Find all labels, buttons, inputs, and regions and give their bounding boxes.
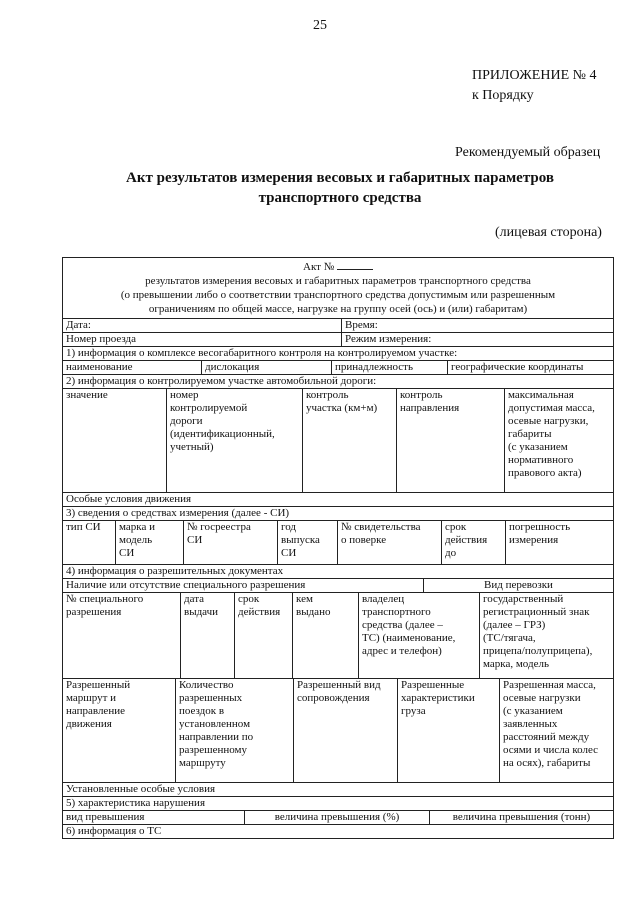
title-line-1: Акт результатов измерения весовых и габаритных параметров xyxy=(126,170,554,186)
section-2-row xyxy=(63,374,613,388)
annex-title: ПРИЛОЖЕНИЕ № 4 xyxy=(472,68,597,83)
s4b-route-col: Разрешенный маршрут и направление движения xyxy=(66,679,131,730)
s5-excess-percent-col: величина превышения (%) xyxy=(244,811,429,824)
act-number-field[interactable] xyxy=(337,260,373,270)
date-time-row xyxy=(63,318,613,332)
transport-type-field[interactable]: Вид перевозки xyxy=(423,579,613,592)
section-1-cols xyxy=(63,360,613,374)
section-4-cols xyxy=(63,592,613,678)
act-number-label: Акт № xyxy=(69,260,607,274)
s4-issue-date-col: дата выдачи xyxy=(180,593,234,678)
s2-direction-control-col: контроль направления xyxy=(396,389,504,492)
date-field[interactable]: Дата: xyxy=(66,319,91,331)
s4b-escort-col: Разрешенный вид сопровождения xyxy=(293,679,397,782)
s3-year-col: год выпуска СИ xyxy=(277,521,337,564)
s4-vehicle-owner-col: владелец транспортного средства (далее – ТС) (наименование, адрес и телефон) xyxy=(358,593,479,678)
section-5-row xyxy=(63,796,613,810)
s3-validity-col: срок действия до xyxy=(441,521,505,564)
s3-certificate-col: № свидетельства о поверке xyxy=(337,521,441,564)
annex-label xyxy=(472,66,597,106)
sample-label: Рекомендуемый образец xyxy=(455,145,601,160)
s1-location-col: дислокация xyxy=(201,361,331,374)
special-conditions-label: Установленные особые условия xyxy=(66,783,216,795)
s4-permit-number-col: № специального разрешения xyxy=(66,593,144,618)
annex-subtitle: к Порядку xyxy=(472,88,534,103)
special-traffic-row xyxy=(63,492,613,506)
header-line-3: ограничениям по общей массе, нагрузке на группу осей (ось) и (или) габаритам) xyxy=(148,303,528,315)
s4-issued-by-col: кем выдано xyxy=(292,593,358,678)
pass-mode-row xyxy=(63,332,613,346)
s3-error-col: погрешность измерения xyxy=(505,521,613,564)
section-2-heading: 2) информация о контролируемом участке автомобильной дороги: xyxy=(66,375,377,387)
pass-number-field[interactable]: Номер проезда xyxy=(66,333,136,345)
permit-presence-field[interactable]: Наличие или отсутствие специального разрешения xyxy=(66,579,306,591)
s2-road-number-col: номер контролируемой дороги (идентификационный, учетный) xyxy=(166,389,302,492)
s4-registration-plate-col: государственный регистрационный знак (далее – ГРЗ) (ТС/тягача, прицепа/полуприцепа), марка, модель xyxy=(479,593,613,678)
form-header-row xyxy=(63,258,613,318)
s2-max-mass-col: максимальная допустимая масса, осевые нагрузки, габариты (с указанием нормативного правового акта) xyxy=(504,389,613,492)
s4b-cargo-col: Разрешенные характеристики груза xyxy=(397,679,499,782)
s4b-permitted-mass-col: Разрешенная масса, осевые нагрузки (с указанием заявленных расстояний между осями и числа колес на осях), габариты xyxy=(499,679,613,782)
section-4-heading: 4) информация о разрешительных документах xyxy=(66,565,284,577)
s5-excess-type-col: вид превышения xyxy=(66,811,145,823)
section-4b-cols xyxy=(63,678,613,782)
s5-excess-tons-col: величина превышения (тонн) xyxy=(429,811,613,824)
time-field[interactable]: Время: xyxy=(341,319,613,332)
special-conditions-row xyxy=(63,782,613,796)
section-3-cols xyxy=(63,520,613,564)
section-5-heading: 5) характеристика нарушения xyxy=(66,797,206,809)
act-form xyxy=(62,257,614,839)
s3-registry-col: № госреестра СИ xyxy=(183,521,277,564)
document-title xyxy=(60,168,620,208)
measurement-mode-field[interactable]: Режим измерения: xyxy=(341,333,613,346)
s1-owner-col: принадлежность xyxy=(331,361,447,374)
section-6-row xyxy=(63,824,613,838)
page-number: 25 xyxy=(313,18,327,33)
side-label: (лицевая сторона) xyxy=(495,225,602,240)
header-line-1: результатов измерения весовых и габаритных параметров транспортного средства xyxy=(145,275,531,287)
permit-row xyxy=(63,578,613,592)
section-1-heading: 1) информация о комплексе весогабаритного контроля на контролируемом участке: xyxy=(66,347,458,359)
s2-value-col: значение xyxy=(66,389,108,401)
section-6-heading: 6) информация о ТС xyxy=(66,825,162,837)
section-3-row xyxy=(63,506,613,520)
s4b-trips-col: Количество разрешенных поездок в установленном направлении по разрешенному маршруту xyxy=(175,679,293,782)
s3-model-col: марка и модель СИ xyxy=(115,521,183,564)
s2-section-control-col: контроль участка (км+м) xyxy=(302,389,396,492)
section-5-cols xyxy=(63,810,613,824)
section-4-row xyxy=(63,564,613,578)
title-line-2: транспортного средства xyxy=(258,190,422,206)
section-2-cols xyxy=(63,388,613,492)
special-traffic-label: Особые условия движения xyxy=(66,493,192,505)
s3-type-col: тип СИ xyxy=(66,521,101,533)
s1-name-col: наименование xyxy=(66,361,133,373)
form-header xyxy=(63,258,613,318)
s1-coords-col: географические координаты xyxy=(447,361,613,374)
section-1-row xyxy=(63,346,613,360)
section-3-heading: 3) сведения о средствах измерения (далее - СИ) xyxy=(66,507,290,519)
s4-validity-col: срок действия xyxy=(234,593,292,678)
header-line-2: (о превышении либо о соответствии транспортного средства допустимым или разрешенным xyxy=(120,289,556,301)
